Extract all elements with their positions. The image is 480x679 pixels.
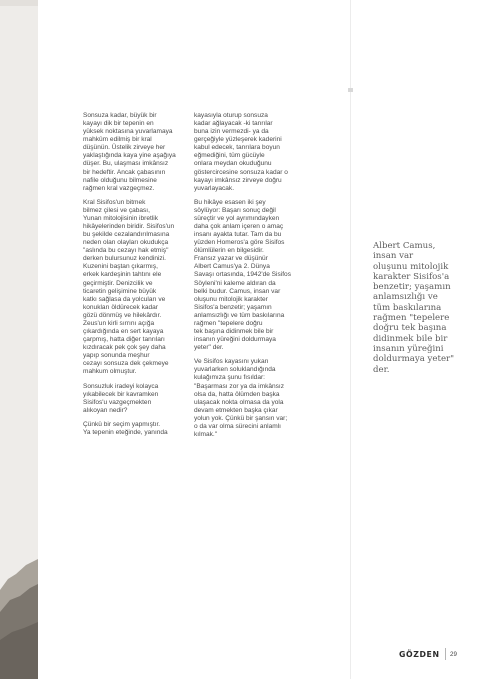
pull-quote: Albert Camus, insan var oluşunu mitolojik karakter Sisifos'a benzetir; yaşamın anlamsızlığı ve tüm baskılarına rağmen "tepelere doğru tek başına didinmek bile bir insanın yüreğini doldurmaya yeter" der.	[373, 241, 455, 375]
footer-separator	[445, 648, 446, 660]
magazine-logo: GÖZDEN	[399, 650, 440, 659]
paragraph: Kral Sisifos'un bitmek bilmez çilesi ve çabası, Yunan mitolojisinin ibretlik hikâyelerinden biridir. Sisifos'un bu şekilde cezalandırılmasına neden olan olayları okudukça "aslında bu cezayı hak etmiş" derken bulursunuz kendinizi. Kuzenini baştan çıkarmış, erkek kardeşinin tahtını ele geçirmiştir. Denizcilik ve ticaretin gelişimine büyük katkı sağlasa da yolcuları ve konukları öldürecek kadar gözü dönmüş ve hilekârdır. Zeus'un kirli sırrını açığa çıkardığında en sert kayaya çarpmış, hatta diğer tanrıları kızdıracak pek çok şey daha yapıp sonunda meşhur cezayı sonsuza dek çekmeye mahkum olmuştur.	[83, 198, 175, 376]
decorative-margin-strip	[0, 0, 38, 679]
paragraph: Ve Sisifos kayasını yukarı yuvarlarken soluklandığında kulağımıza şunu fısıldar: "Başarması zor ya da imkânsız olsa da, hatta ölümden başka ulaşacak nokta olmasa da yola devam etmekten başka çıkar yolun yok. Çünkü bir şansın var; o da var olma sürecini anlamlı kılmak."	[194, 358, 288, 438]
article-column-left	[83, 112, 211, 443]
mountain-illustration	[0, 0, 38, 679]
article-column-right	[194, 112, 322, 445]
paragraph: Çünkü bir seçim yapmıştır. Ya tepenin eteğinde, yanında	[83, 420, 168, 436]
paragraph: Bu hikâye esasen iki şey söylüyor: Başarı sonuç değil süreçtir ve yol ayrımındayken daha çok anlam içeren o amaç insanı ayakta tutar. Tam da bu yüzden Homeros'a göre Sisifos ölümlülerin en bilgesidir. Fransız yazar ve düşünür Albert Camus'ya 2. Dünya Savaşı ortasında, 1942'de Sisifos Söyleni'ni kaleme aldıran da belki budur. Camus, insan var oluşunu mitolojik karakter Sisifos'a benzetir; yaşamın anlamsızlığı ve tüm baskılarına rağmen "tepelere doğru tek başına didinmek bile bir insanın yüreğini doldurmaya yeter" der.	[194, 198, 291, 352]
sidebar-divider	[350, 0, 351, 679]
paragraph: Sonsuza kadar, büyük bir kayayı dik bir tepenin en yüksek noktasına yuvarlamaya mahkûm edilmiş bir kral düşünün. Üstelik zirveye her yaklaştığında kaya yine aşağıya düşer. Bu, ulaşması imkânsız bir hedeftir. Ancak çabasının nafile olduğunu bilmesine rağmen kral vazgeçmez.	[83, 112, 176, 192]
divider-marker	[348, 88, 353, 92]
paragraph: Sonsuzluk iradeyi kolayca yıkabilecek bir kavramken Sisifos'u vazgeçmekten alıkoyan nedir?	[83, 382, 159, 414]
paragraph: kayasıyla oturup sonsuza kadar ağlayacak -ki tanrılar buna izin vermezdi- ya da gerçeğiyle yüzleşerek kaderini kabul edecek, tanrılara boyun eğmediğini, tüm gücüyle onlara meydan okuduğunu göstercircesine sonsuza kadar o kayayı imkânsız zirveye doğru yuvarlayacak.	[194, 112, 288, 192]
page-number: 29	[450, 651, 457, 658]
